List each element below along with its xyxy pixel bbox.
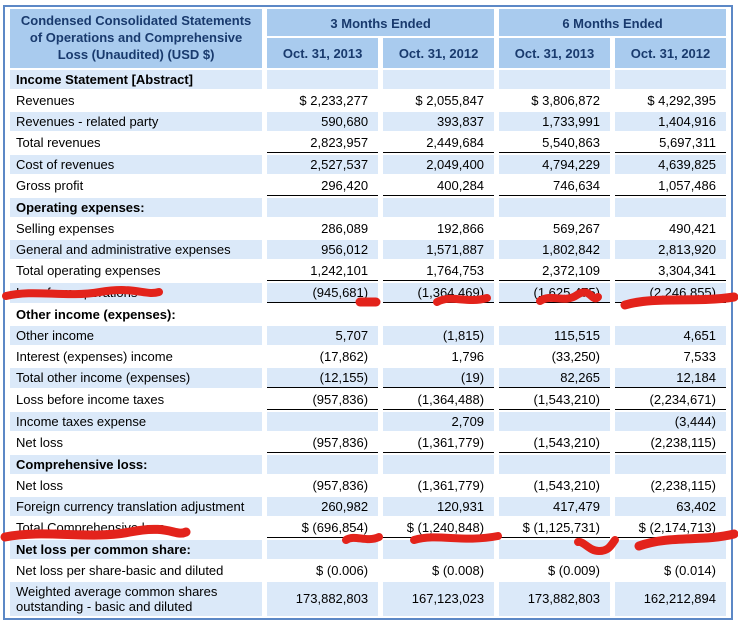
cell-value: 393,837: [383, 112, 494, 131]
column-header-3m-2012: Oct. 31, 2012: [383, 38, 494, 67]
cell-value: 2,049,400: [383, 155, 494, 174]
cell-value: 1,404,916: [615, 112, 726, 131]
cell-value: 956,012: [267, 240, 378, 259]
cell-value: [383, 305, 494, 324]
table-row: [10, 91, 726, 110]
table-row: [10, 497, 726, 516]
cell-value: (17,862): [267, 347, 378, 366]
cell-value: [383, 455, 494, 474]
cell-value: [499, 412, 610, 431]
cell-value: [499, 198, 610, 217]
cell-value: 82,265: [499, 368, 610, 388]
row-label: Cost of revenues: [10, 155, 262, 174]
cell-value: 417,479: [499, 497, 610, 516]
cell-value: [383, 198, 494, 217]
row-label: Income Statement [Abstract]: [10, 70, 262, 89]
table-row: [10, 240, 726, 259]
row-label: Operating expenses:: [10, 198, 262, 217]
cell-value: 5,707: [267, 326, 378, 345]
cell-value: $ (0.009): [499, 561, 610, 580]
cell-value: [267, 412, 378, 431]
cell-value: [267, 540, 378, 559]
cell-value: 1,802,842: [499, 240, 610, 259]
table-row: [10, 326, 726, 345]
row-label: Loss from operations: [10, 283, 262, 303]
row-label: Loss before income taxes: [10, 390, 262, 410]
table-row: [10, 261, 726, 281]
section-row: [10, 70, 726, 89]
row-label: Total Comprehensive loss: [10, 518, 262, 538]
cell-value: 12,184: [615, 368, 726, 388]
column-header-6m-2013: Oct. 31, 2013: [499, 38, 610, 67]
cell-value: 746,634: [499, 176, 610, 196]
cell-value: 7,533: [615, 347, 726, 366]
row-label: Interest (expenses) income: [10, 347, 262, 366]
cell-value: 2,527,537: [267, 155, 378, 174]
header-group-row: [10, 9, 726, 36]
table-row: [10, 390, 726, 410]
cell-value: 3,304,341: [615, 261, 726, 281]
cell-value: $ (0.014): [615, 561, 726, 580]
cell-value: $ (696,854): [267, 518, 378, 538]
cell-value: (1,625,475): [499, 283, 610, 303]
table-row: [10, 176, 726, 196]
cell-value: 1,242,101: [267, 261, 378, 281]
cell-value: (1,815): [383, 326, 494, 345]
row-label: Gross profit: [10, 176, 262, 196]
table-row: [10, 155, 726, 174]
cell-value: 296,420: [267, 176, 378, 196]
cell-value: 173,882,803: [499, 582, 610, 616]
row-label: Total other income (expenses): [10, 368, 262, 388]
cell-value: 400,284: [383, 176, 494, 196]
table-row: [10, 561, 726, 580]
cell-value: [267, 305, 378, 324]
cell-value: [267, 198, 378, 217]
cell-value: (12,155): [267, 368, 378, 388]
cell-value: 490,421: [615, 219, 726, 238]
cell-value: (19): [383, 368, 494, 388]
table-row: [10, 347, 726, 366]
cell-value: [615, 455, 726, 474]
table-row: [10, 476, 726, 495]
cell-value: $ (0.008): [383, 561, 494, 580]
section-row: [10, 198, 726, 217]
column-header-3m-2013: Oct. 31, 2013: [267, 38, 378, 67]
cell-value: 4,639,825: [615, 155, 726, 174]
cell-value: $ 4,292,395: [615, 91, 726, 110]
cell-value: 2,813,920: [615, 240, 726, 259]
cell-value: (945,681): [267, 283, 378, 303]
row-label: Other income (expenses):: [10, 305, 262, 324]
cell-value: [615, 70, 726, 89]
row-label: Revenues - related party: [10, 112, 262, 131]
cell-value: [383, 540, 494, 559]
cell-value: [499, 540, 610, 559]
cell-value: 1,796: [383, 347, 494, 366]
cell-value: [615, 198, 726, 217]
cell-value: (1,364,488): [383, 390, 494, 410]
table-row: [10, 283, 726, 303]
row-label: Total operating expenses: [10, 261, 262, 281]
cell-value: 260,982: [267, 497, 378, 516]
statements-of-operations-table: [3, 5, 733, 620]
cell-value: (3,444): [615, 412, 726, 431]
row-label: Revenues: [10, 91, 262, 110]
row-label: Income taxes expense: [10, 412, 262, 431]
cell-value: 192,866: [383, 219, 494, 238]
cell-value: 2,372,109: [499, 261, 610, 281]
row-label: Net loss per share-basic and diluted: [10, 561, 262, 580]
cell-value: [267, 455, 378, 474]
cell-value: [499, 70, 610, 89]
cell-value: 286,089: [267, 219, 378, 238]
cell-value: 2,709: [383, 412, 494, 431]
section-row: [10, 305, 726, 324]
cell-value: [499, 455, 610, 474]
row-label: Net loss: [10, 476, 262, 495]
row-label: General and administrative expenses: [10, 240, 262, 259]
cell-value: 162,212,894: [615, 582, 726, 616]
cell-value: 115,515: [499, 326, 610, 345]
row-label: Net loss per common share:: [10, 540, 262, 559]
table-row: [10, 112, 726, 131]
row-label: Foreign currency translation adjustment: [10, 497, 262, 516]
cell-value: $ 2,055,847: [383, 91, 494, 110]
cell-value: (33,250): [499, 347, 610, 366]
cell-value: 120,931: [383, 497, 494, 516]
cell-value: (2,238,115): [615, 433, 726, 453]
cell-value: (957,836): [267, 433, 378, 453]
cell-value: (2,246,855): [615, 283, 726, 303]
cell-value: 5,540,863: [499, 133, 610, 153]
column-group-6-months: 6 Months Ended: [499, 9, 726, 36]
cell-value: 590,680: [267, 112, 378, 131]
table-title: Condensed Consolidated Statements of Operations and Comprehensive Loss (Unaudited) (USD $): [10, 9, 262, 68]
table-row: [10, 219, 726, 238]
column-group-3-months: 3 Months Ended: [267, 9, 494, 36]
table-row: [10, 433, 726, 453]
cell-value: (1,543,210): [499, 433, 610, 453]
cell-value: 569,267: [499, 219, 610, 238]
cell-value: (2,238,115): [615, 476, 726, 495]
cell-value: $ (1,125,731): [499, 518, 610, 538]
row-label: Comprehensive loss:: [10, 455, 262, 474]
cell-value: $ 3,806,872: [499, 91, 610, 110]
cell-value: (957,836): [267, 476, 378, 495]
cell-value: 1,733,991: [499, 112, 610, 131]
cell-value: 1,571,887: [383, 240, 494, 259]
section-row: [10, 540, 726, 559]
cell-value: [615, 540, 726, 559]
cell-value: 1,057,486: [615, 176, 726, 196]
cell-value: 5,697,311: [615, 133, 726, 153]
cell-value: $ (0.006): [267, 561, 378, 580]
row-label: Net loss: [10, 433, 262, 453]
table-row: [10, 133, 726, 153]
cell-value: $ (2,174,713): [615, 518, 726, 538]
cell-value: $ 2,233,277: [267, 91, 378, 110]
cell-value: (1,361,779): [383, 476, 494, 495]
cell-value: 167,123,023: [383, 582, 494, 616]
cell-value: (1,543,210): [499, 390, 610, 410]
cell-value: 1,764,753: [383, 261, 494, 281]
section-row: [10, 455, 726, 474]
cell-value: 4,651: [615, 326, 726, 345]
table-body: [10, 70, 726, 616]
cell-value: [383, 70, 494, 89]
cell-value: [615, 305, 726, 324]
cell-value: 63,402: [615, 497, 726, 516]
cell-value: 173,882,803: [267, 582, 378, 616]
row-label: Other income: [10, 326, 262, 345]
column-header-6m-2012: Oct. 31, 2012: [615, 38, 726, 67]
row-label: Selling expenses: [10, 219, 262, 238]
cell-value: (1,361,779): [383, 433, 494, 453]
cell-value: [499, 305, 610, 324]
table-row: [10, 518, 726, 538]
cell-value: (1,543,210): [499, 476, 610, 495]
cell-value: 2,449,684: [383, 133, 494, 153]
cell-value: 4,794,229: [499, 155, 610, 174]
row-label: Weighted average common shares outstanding - basic and diluted: [10, 582, 262, 616]
cell-value: (957,836): [267, 390, 378, 410]
cell-value: [267, 70, 378, 89]
cell-value: 2,823,957: [267, 133, 378, 153]
cell-value: $ (1,240,848): [383, 518, 494, 538]
row-label: Total revenues: [10, 133, 262, 153]
table-row: [10, 412, 726, 431]
cell-value: (2,234,671): [615, 390, 726, 410]
table-row: [10, 368, 726, 388]
table-row: [10, 582, 726, 616]
cell-value: (1,364,469): [383, 283, 494, 303]
